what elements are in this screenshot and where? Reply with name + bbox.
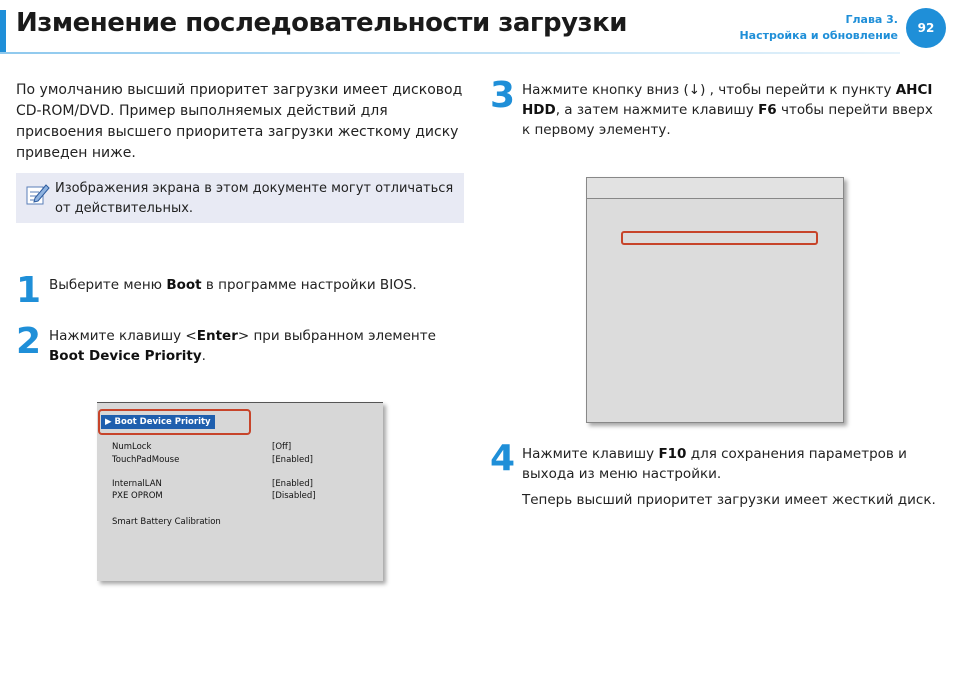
chapter-label: [739, 12, 898, 44]
bios-screenshot-boot-priority: [586, 177, 844, 423]
step-2-number: 2: [16, 321, 42, 362]
bios-label-internallan: InternalLAN: [112, 479, 162, 489]
page-number-badge: 92: [906, 8, 946, 48]
note-text: Изображения экрана в этом документе могут отличаться от действительных.: [55, 181, 454, 216]
bios-label-smart-battery: Smart Battery Calibration: [112, 517, 221, 527]
chapter-title: Настройка и обновление: [739, 29, 898, 42]
bios-label-touchpadmouse: TouchPadMouse: [112, 455, 180, 465]
bios-item-boot-device-priority: ▶ Boot Device Priority: [101, 415, 215, 429]
step-3-number: 3: [490, 75, 516, 116]
title-accent-bar: [0, 10, 6, 52]
note-pencil-icon: [24, 181, 50, 207]
bios-label-pxe-oprom: PXE OPROM: [112, 491, 163, 501]
note-box: [16, 173, 464, 223]
step-1-number: 1: [16, 270, 42, 311]
bios-highlight-frame: [98, 409, 251, 435]
page-title: Изменение последовательности загрузки: [16, 8, 628, 38]
title-divider: [0, 52, 900, 54]
bios-value-pxe-oprom: [Disabled]: [272, 491, 316, 501]
bios-value-touchpadmouse: [Enabled]: [272, 455, 313, 465]
step-4-text: Нажмите клавишу F10 для сохранения параметров и выхода из меню настройки.: [522, 446, 907, 482]
bios-header-bar: [587, 178, 843, 199]
step-4-number: 4: [490, 438, 516, 479]
bios-screenshot-boot-menu: [97, 402, 383, 581]
step-2-text: Нажмите клавишу <Enter> при выбранном элементе Boot Device Priority.: [49, 328, 436, 364]
step-4-result: Теперь высший приоритет загрузки имеет жесткий диск.: [522, 492, 936, 508]
step-1-text: Выберите меню Boot в программе настройки BIOS.: [49, 277, 417, 293]
bios-highlight-frame-ahci: [621, 231, 818, 245]
bios-value-numlock: [Off]: [272, 442, 292, 452]
bios-value-internallan: [Enabled]: [272, 479, 313, 489]
step-3-text: Нажмите кнопку вниз (↓) , чтобы перейти к пункту AHCI HDD, а затем нажмите клавишу F6 чтобы перейти вверх к первому элементу.: [522, 82, 933, 138]
bios-label-numlock: NumLock: [112, 442, 152, 452]
intro-paragraph: По умолчанию высший приоритет загрузки имеет дисковод CD-ROM/DVD. Пример выполняемых действий для присвоения высшего приоритета загрузки жесткому диску приведен ниже.: [16, 82, 463, 161]
chapter-number: Глава 3.: [845, 13, 898, 26]
